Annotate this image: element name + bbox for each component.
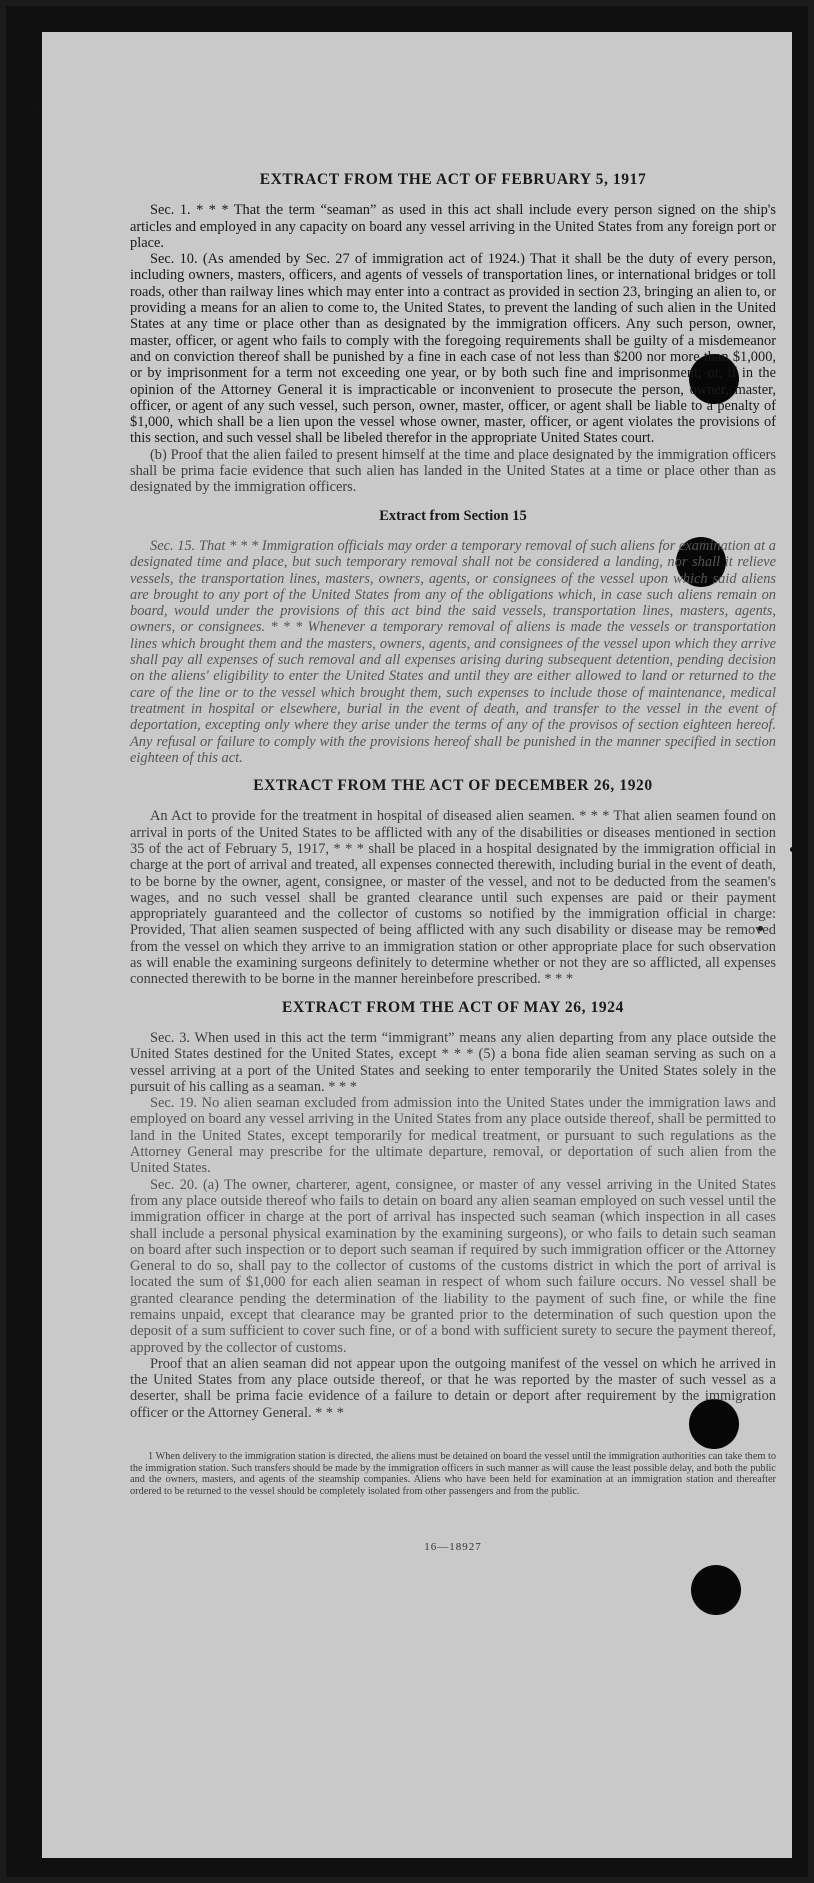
document-page <box>42 32 792 1858</box>
document-body <box>130 160 776 1556</box>
ink-speck <box>790 847 792 852</box>
section-heading: EXTRACT FROM THE ACT OF MAY 26, 1924 <box>282 998 624 1016</box>
paragraph: Sec. 20. (a) The owner, charterer, agent, consignee, or master of any vessel arriving in the United States from any place outside thereof who fails to detain on board any alien seaman employed on such vessel until the immigration officer in charge at the port of arrival has inspected such seaman (which inspection in all cases shall include a personal physical examination by the examining surgeons), or who fails to detain such seaman on board after such inspection or to deport such seaman if required by such immigration officer or the Attorney General to do so, shall pay to the collector of customs of the customs district in which the port of arrival is located the sum of $1,000 for each alien seaman in respect of whom such failure occurs. No vessel shall be granted clearance pending the determination of the liability to the payment of such fine, or while the fine remains unpaid, except that clearance may be granted prior to the determination of such question upon the deposit of a sum sufficient to cover such fine, or of a bond with sufficient surety to secure the payment thereof, approved by the collector of customs. <box>130 1176 776 1356</box>
paragraph: An Act to provide for the treatment in hospital of diseased alien seamen. * * * That alien seamen found on arrival in ports of the United States to be afflicted with any of the disabilities or diseases mentioned in section 35 of the act of February 5, 1917, * * * shall be placed in a hospital designated by the immigration official in charge at the port of arrival and treated, all expenses connected therewith, including burial in the event of death, to be borne by the owner, agent, consignee, or master of the vessel, and not to be deducted from the seamen's wages, and no such vessel shall be granted clearance until such expenses are paid or their payment appropriately guaranteed and the collector of customs so notified by the immigration official in charge: Provided, That alien seamen suspected of being afflicted with any such disability or disease may be removed from the vessel on which they arrive to an immigration station or other appropriate place for such observation as will enable the examining surgeons definitely to determine whether or not they are so afflicted, all expenses connected therewith to be borne in the manner hereinbefore prescribed. * * * <box>130 808 776 988</box>
section-heading: EXTRACT FROM THE ACT OF DECEMBER 26, 1920 <box>253 777 653 795</box>
paragraph: Sec. 1. * * * That the term “seaman” as used in this act shall include every person signed on the ship's articles and employed in any capacity on board any vessel arriving in the United States from any foreign port or place. <box>130 202 776 251</box>
scan-frame <box>6 6 808 1877</box>
page-code: 16—18927 <box>424 1541 482 1554</box>
paragraph: Sec. 15. That * * * Immigration officials may order a temporary removal of such aliens for examination at a designated time and place, but such temporary removal shall not be considered a landing, nor shall it relieve vessels, the transportation lines, masters, owners, agents, or consignees of the vessel upon which said aliens are brought to any port of the United States from any of the obligations which, in case such aliens remain on board, would under the provisions of this act bind the said vessels, transportation lines, masters, agents, owners, or consignees. * * * Whenever a temporary removal of aliens is made the vessels or transportation lines which brought them and the masters, owners, agents, and consignees of the vessel upon which they arrive shall pay all expenses of such removal and all expenses arising during subsequent detention, pending decision on the aliens' eligibility to enter the United States and until they are either allowed to land or returned to the care of the line or to the vessel which brought them, such expenses to include those of maintenance, medical treatment in hospital or elsewhere, burial in the event of death, and transfer to the vessel in the event of deportation, excepting only where they arise under the terms of any of the provisos of section eighteen hereof. Any refusal or failure to comply with the provisions hereof shall be punished in the manner specified in section eighteen of this act. <box>130 537 776 766</box>
footnote: 1 When delivery to the immigration station is directed, the aliens must be detained on board the vessel until the immigration authorities can take them to the immigration station. Such transfers should be made by the immigration officers in such manner as will cause the least possible delay, and both the public and the owners, masters, and agents of the steamship companies. Aliens who have been held for examination at an immigration station and thereafter ordered to be returned to the vessel should be completely isolated from other passengers and from the public. <box>130 1451 776 1497</box>
paragraph: Proof that an alien seaman did not appear upon the outgoing manifest of the vessel on which he arrived in the United States from any place outside thereof, or that he was reported by the master of such vessel as a deserter, shall be prima facie evidence of a failure to detain or deport after requirement by the immigration officer or the Attorney General. * * * <box>130 1355 776 1421</box>
punch-hole <box>691 1565 741 1615</box>
paragraph: Sec. 3. When used in this act the term “immigrant” means any alien departing from any place outside the United States destined for the United States, except * * * (5) a bona fide alien seaman serving as such on a vessel arriving at a port of the United States and seeking to enter temporarily the United States solely in the pursuit of his calling as a seaman. * * * <box>130 1029 776 1095</box>
paragraph: Sec. 10. (As amended by Sec. 27 of immigration act of 1924.) That it shall be the duty of every person, including owners, masters, officers, and agents of vessels of transportation lines, or international bridges or toll roads, other than railway lines which may enter into a contract as provided in section 23, bringing an alien to, or providing a means for an alien to come to, the United States, to prevent the landing of such alien in the United States at any time or place other than as designated by the immigration officers. Any such person, owner, master, officer, or agent who fails to comply with the foregoing requirements shall be guilty of a misdemeanor and on conviction thereof shall be punished by a fine in each case of not less than $200 nor more than $1,000, or by imprisonment for a term not exceeding one year, or by both such fine and imprisonment; or, if in the opinion of the Attorney General it is impracticable or inconvenient to prosecute the person, owner, master, officer, or agent of any such vessel, such person, owner, master, officer, or agent shall be liable to a penalty of $1,000, which shall be a lien upon the vessel whose owner, master, officer, or agent violates the provisions of this section, and such vessel shall be libeled therefor in the appropriate United States court. <box>130 251 776 447</box>
paragraph: Sec. 19. No alien seaman excluded from admission into the United States under the immigration laws and employed on board any vessel arriving in the United States from any place outside thereof, shall be permitted to land in the United States, except temporarily for medical treatment, or pursuant to such regulations as the Attorney General may prescribe for the ultimate departure, removal, or deportation of such alien from the United States. <box>130 1095 776 1177</box>
section-subheading: Extract from Section 15 <box>379 507 527 524</box>
section-heading: EXTRACT FROM THE ACT OF FEBRUARY 5, 1917 <box>259 171 647 188</box>
paragraph: (b) Proof that the alien failed to present himself at the time and place designated by the immigration officers shall be prima facie evidence that such alien has landed in the United States at a time or place other than as designated by the immigration officers. <box>130 446 776 496</box>
